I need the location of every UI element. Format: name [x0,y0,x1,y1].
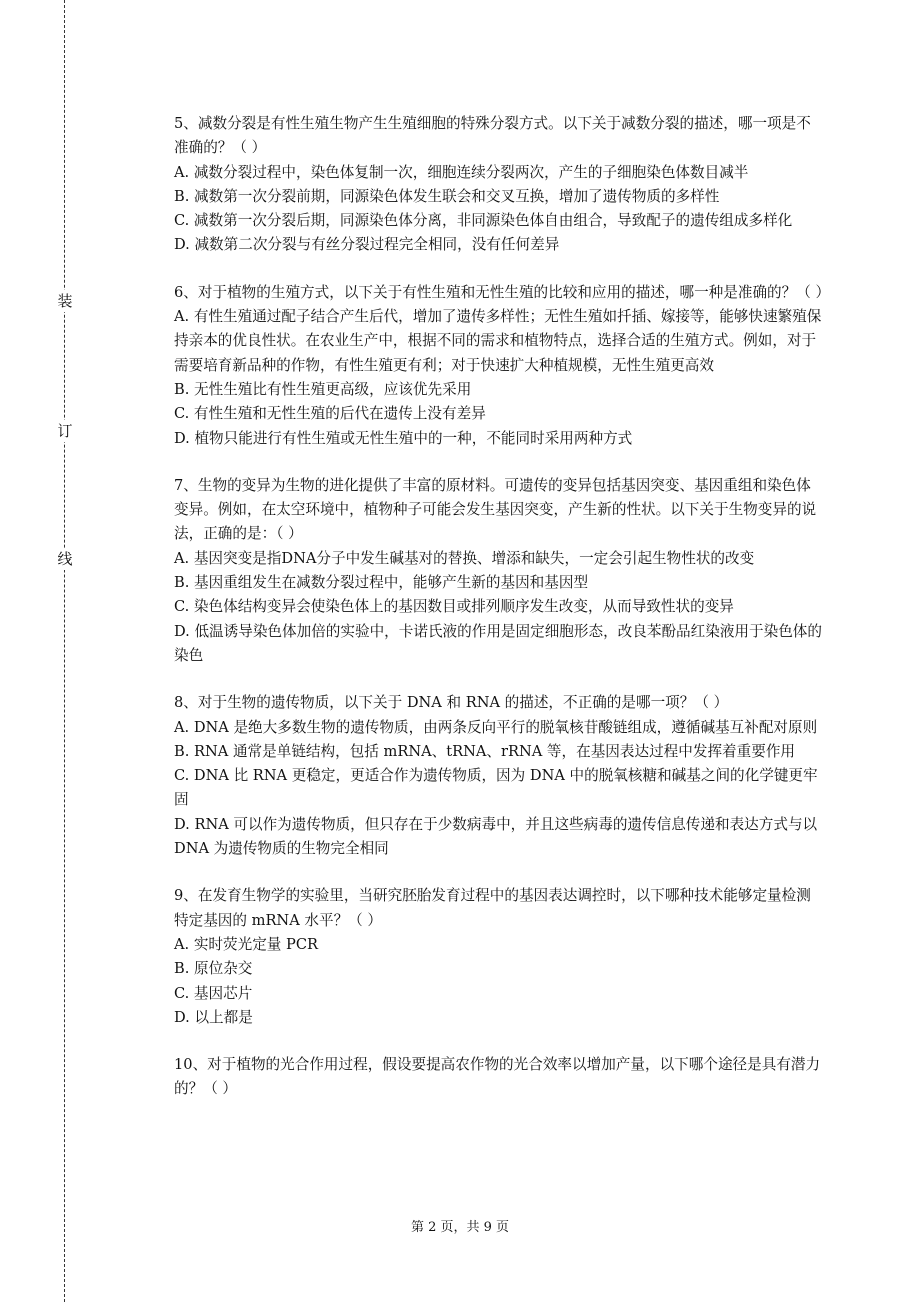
question-stem: 5、减数分裂是有性生殖生物产生生殖细胞的特殊分裂方式。以下关于减数分裂的描述，哪一项是不准确的？（ ） [174,115,811,157]
option-a: A. 基因突变是指DNA分子中发生碱基对的替换、增添和缺失，一定会引起生物性状的改变 [174,549,755,567]
option-a: A. DNA 是绝大多数生物的遗传物质，由两条反向平行的脱氧核苷酸链组成，遵循碱基互补配对原则 [174,718,818,736]
binding-char-ding: 订 [55,420,75,442]
question-7 [174,474,824,668]
option-c: C. 染色体结构变异会使染色体上的基因数目或排列顺序发生改变，从而导致性状的变异 [174,598,734,616]
question-stem: 10、对于植物的光合作用过程，假设要提高农作物的光合效率以增加产量，以下哪个途径是具有潜力的？（ ） [174,1056,821,1098]
option-a: A. 减数分裂过程中，染色体复制一次，细胞连续分裂两次，产生的子细胞染色体数目减半 [174,163,749,181]
question-8 [174,691,824,861]
option-c: C. 有性生殖和无性生殖的后代在遗传上没有差异 [174,405,486,423]
option-a: A. 实时荧光定量 PCR [174,935,318,953]
question-stem: 7、生物的变异为生物的进化提供了丰富的原材料。可遗传的变异包括基因突变、基因重组和染色体变异。例如，在太空环境中，植物种子可能会发生基因突变，产生新的性状。以下关于生物变异的说法，正确的是：（ ） [174,476,817,543]
option-c: C. 基因芯片 [174,984,253,1002]
question-10 [174,1053,824,1102]
question-stem: 8、对于生物的遗传物质，以下关于 DNA 和 RNA 的描述，不正确的是哪一项？（ ） [174,694,729,712]
option-b: B. 基因重组发生在减数分裂过程中，能够产生新的基因和基因型 [174,574,589,592]
question-list [174,112,831,1125]
option-d: D. 以上都是 [174,1008,253,1026]
option-b: B. RNA 通常是单链结构，包括 mRNA、tRNA、rRNA 等，在基因表达过程中发挥着重要作用 [174,742,796,760]
question-5 [174,112,824,258]
option-d: D. 低温诱导染色体加倍的实验中，卡诺氏液的作用是固定细胞形态，改良苯酚品红染液用于染色体的染色 [174,622,822,664]
option-b: B. 无性生殖比有性生殖更高级，应该优先采用 [174,380,472,398]
option-d: D. RNA 可以作为遗传物质，但只存在于少数病毒中，并且这些病毒的遗传信息传递和表达方式与以 DNA 为遗传物质的生物完全相同 [174,815,818,858]
binding-char-xian: 线 [55,548,75,570]
option-b: B. 原位杂交 [174,960,253,978]
option-c: C. DNA 比 RNA 更稳定，更适合作为遗传物质，因为 DNA 中的脱氧核糖和碱基之间的化学键更牢固 [174,767,818,809]
question-9 [174,884,824,1030]
question-stem: 6、对于植物的生殖方式，以下关于有性生殖和无性生殖的比较和应用的描述，哪一种是准确的？（ ） [174,283,831,301]
binding-char-zhuang: 装 [55,290,75,312]
option-c: C. 减数第一次分裂后期，同源染色体分离，非同源染色体自由组合，导致配子的遗传组成多样化 [174,212,793,230]
binding-dashed-line [64,0,65,1302]
option-a: A. 有性生殖通过配子结合产生后代，增加了遗传多样性；无性生殖如扦插、嫁接等，能够快速繁殖保持亲本的优良性状。在农业生产中，根据不同的需求和植物特点，选择合适的生殖方式。例如，对于需要培育新品种的作物，有性生殖更有利；对于快速扩大种植规模，无性生殖更高效 [174,308,822,374]
option-d: D. 植物只能进行有性生殖或无性生殖中的一种，不能同时采用两种方式 [174,429,633,447]
question-6 [174,281,831,451]
option-b: B. 减数第一次分裂前期，同源染色体发生联会和交叉互换，增加了遗传物质的多样性 [174,187,720,205]
option-d: D. 减数第二次分裂与有丝分裂过程完全相同，没有任何差异 [174,236,560,254]
page-footer: 第 2 页，共 9 页 [410,1220,510,1235]
question-stem: 9、在发育生物学的实验里，当研究胚胎发育过程中的基因表达调控时，以下哪种技术能够定量检测特定基因的 mRNA 水平？（ ） [174,887,811,929]
